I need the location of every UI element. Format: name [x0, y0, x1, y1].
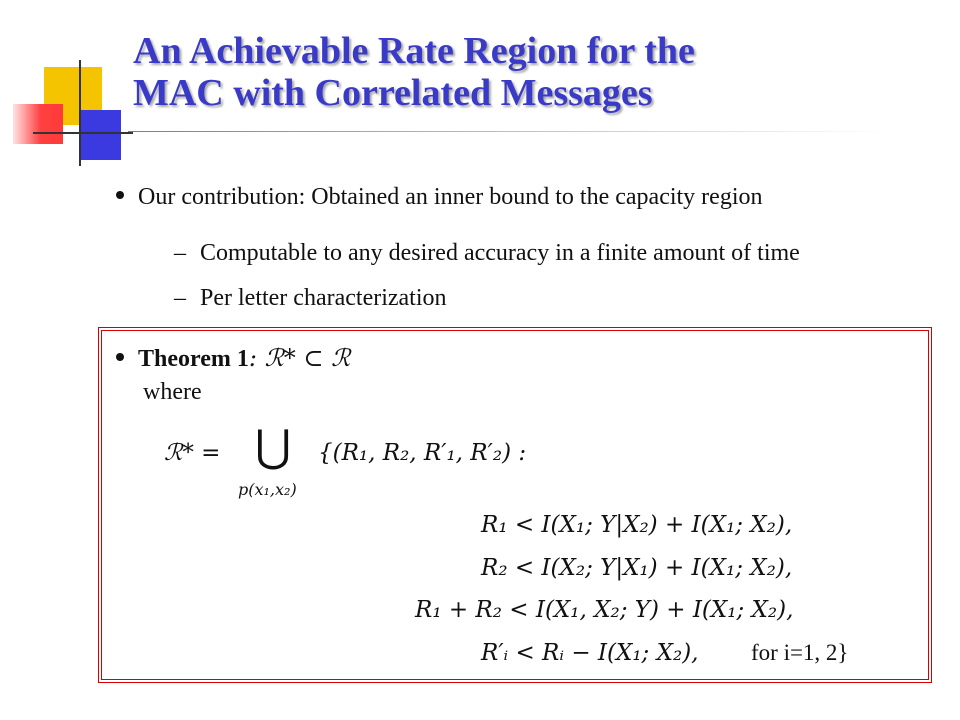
logo-horizontal-line	[33, 132, 133, 134]
inequality-1: R₁ < I(X₁; Y|X₂) + I(X₁; X₂),	[481, 512, 793, 538]
theorem-statement: : ℛ* ⊂ ℛ	[248, 344, 351, 372]
bullet-contribution	[116, 184, 763, 211]
slide-title	[133, 30, 695, 114]
union-symbol: ⋃	[255, 422, 292, 471]
theorem-box	[101, 330, 929, 680]
subbullet-per-letter	[174, 285, 447, 312]
title-underline	[128, 131, 888, 132]
bullet-dot	[116, 353, 124, 361]
title-line-2: MAC with Correlated Messages	[133, 72, 653, 114]
bullet-dot	[116, 191, 124, 199]
theorem-label: Theorem 1	[138, 346, 249, 372]
rstar-lhs: ℛ* =	[164, 440, 221, 466]
logo-blue-square	[81, 110, 121, 160]
theorem-line	[116, 344, 350, 373]
subbullet-computable-text: Computable to any desired accuracy in a finite amount of time	[200, 240, 800, 266]
set-open: {(R₁, R₂, R′₁, R′₂) :	[318, 440, 527, 466]
inequality-4: R′ᵢ < Rᵢ − I(X₁; X₂),	[481, 640, 699, 666]
dash-marker: –	[174, 240, 186, 266]
inequality-2: R₂ < I(X₂; Y|X₁) + I(X₁; X₂),	[481, 555, 793, 581]
subbullet-per-letter-text: Per letter characterization	[200, 285, 447, 311]
inequality-4-tail: for i=1, 2}	[751, 640, 849, 665]
inequality-3: R₁ + R₂ < I(X₁, X₂; Y) + I(X₁; X₂),	[415, 597, 794, 623]
subbullet-computable	[174, 240, 800, 267]
where-text: where	[143, 379, 202, 405]
union-index: p(x₁,x₂)	[238, 480, 297, 499]
dash-marker: –	[174, 285, 186, 311]
title-line-1: An Achievable Rate Region for the	[133, 30, 695, 72]
bullet-contribution-text: Our contribution: Obtained an inner bound to the capacity region	[138, 184, 763, 210]
logo-red-square	[13, 104, 63, 144]
logo-vertical-line	[79, 60, 81, 166]
